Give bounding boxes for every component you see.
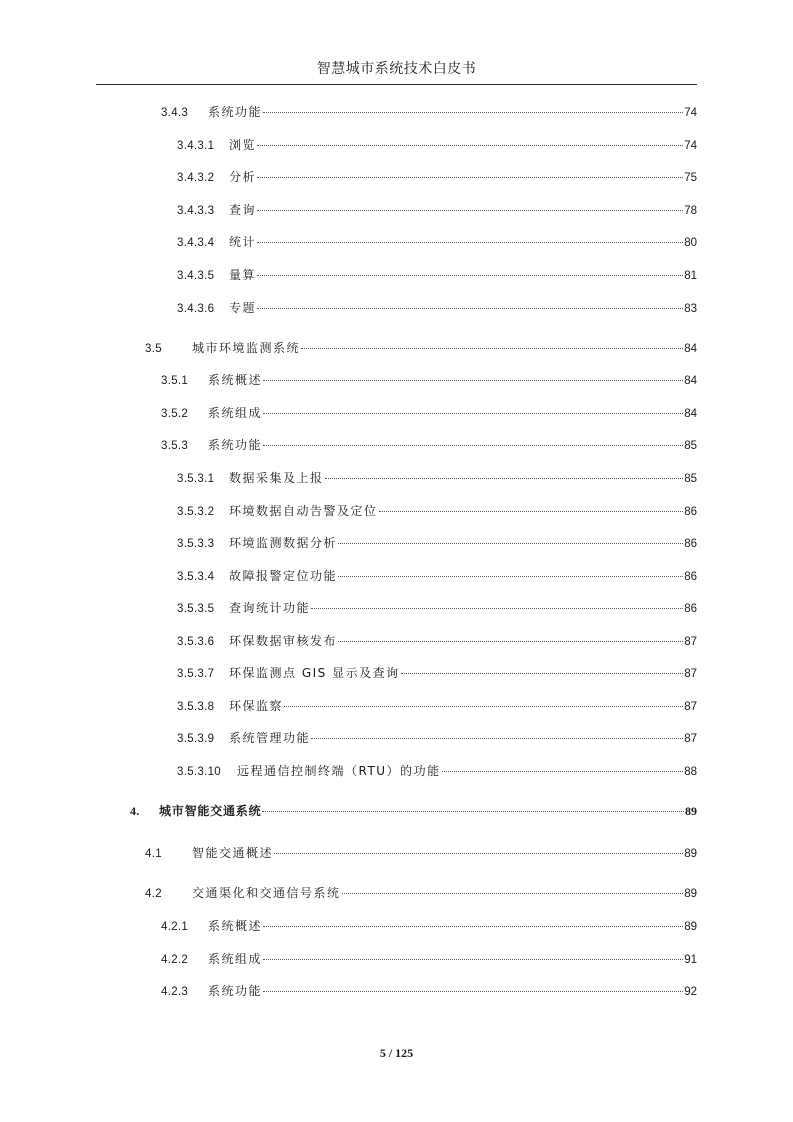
toc-dot-leader	[257, 275, 683, 276]
toc-entry-title: 浏览	[229, 138, 257, 152]
toc-entry-page: 87	[684, 733, 697, 745]
toc-dot-leader	[401, 673, 684, 674]
toc-entry[interactable]	[177, 632, 697, 650]
toc-entry[interactable]	[177, 664, 697, 682]
toc-entry-number: 3.5.3.3	[177, 538, 215, 550]
toc-entry-number: 4.2.1	[161, 921, 189, 933]
toc-entry-page: 78	[684, 205, 697, 217]
toc-entry-title: 系统功能	[208, 438, 263, 452]
toc-entry-title: 环保监测点 GIS 显示及查询	[229, 666, 400, 680]
toc-entry-page: 84	[684, 408, 697, 420]
toc-entry-page: 89	[684, 888, 697, 900]
toc-entry-title: 远程通信控制终端（RTU）的功能	[237, 764, 441, 778]
toc-entry-page: 89	[685, 804, 697, 818]
toc-entry-page: 81	[684, 270, 697, 282]
toc-dot-leader	[263, 112, 683, 113]
toc-entry-number: 3.5.3.5	[177, 603, 215, 615]
toc-entry-page: 89	[684, 848, 697, 860]
toc-entry-page: 84	[684, 375, 697, 387]
toc-entry-page: 80	[684, 237, 697, 249]
toc-entry-number: 3.5.2	[161, 408, 189, 420]
toc-entry-page: 83	[684, 303, 697, 315]
toc-entry-page: 87	[684, 701, 697, 713]
toc-dot-leader	[325, 478, 684, 479]
toc-entry[interactable]	[177, 567, 697, 585]
toc-entry-number: 3.5.3.4	[177, 571, 215, 583]
toc-entry-title: 系统功能	[208, 984, 263, 998]
toc-entry-number: 4.2.2	[161, 954, 189, 966]
toc-entry[interactable]	[177, 469, 697, 487]
toc-entry[interactable]	[145, 844, 697, 862]
toc-dot-leader	[263, 959, 683, 960]
toc-entry-page: 74	[684, 107, 697, 119]
toc-entry-title: 环保监察	[229, 699, 284, 713]
toc-dot-leader	[257, 177, 683, 178]
toc-entry[interactable]	[161, 917, 697, 935]
toc-entry-number: 4.2	[145, 888, 162, 900]
toc-entry-number: 3.5.3.9	[177, 733, 215, 745]
toc-dot-leader	[284, 706, 683, 707]
toc-entry-title: 智能交通概述	[192, 846, 274, 860]
toc-entry-title: 交通渠化和交通信号系统	[192, 886, 341, 900]
toc-dot-leader	[342, 893, 684, 894]
toc-entry-number: 3.5.3.1	[177, 473, 215, 485]
toc-dot-leader	[263, 445, 683, 446]
toc-dot-leader	[338, 543, 683, 544]
toc-entry-page: 86	[684, 506, 697, 518]
toc-entry-number: 4.	[130, 804, 140, 818]
toc-entry-page: 88	[684, 766, 697, 778]
toc-dot-leader	[263, 926, 683, 927]
toc-entry-title: 系统功能	[208, 105, 263, 119]
toc-entry-number: 3.5.3.7	[177, 668, 215, 680]
toc-entry-number: 3.4.3.1	[177, 140, 215, 152]
toc-entry-title: 统计	[229, 235, 257, 249]
toc-entry-title: 环保数据审核发布	[229, 634, 338, 648]
toc-dot-leader	[311, 608, 683, 609]
page-number: 5 / 125	[379, 1046, 414, 1060]
toc-entry-number: 3.4.3.6	[177, 303, 215, 315]
toc-entry[interactable]	[177, 502, 697, 520]
toc-dot-leader	[338, 641, 683, 642]
toc-entry[interactable]	[177, 201, 697, 219]
toc-entry[interactable]	[145, 884, 697, 902]
toc-entry-page: 91	[684, 954, 697, 966]
toc-entry[interactable]	[161, 103, 697, 121]
toc-dot-leader	[301, 348, 683, 349]
toc-entry[interactable]	[161, 371, 697, 389]
toc-entry-number: 3.5.1	[161, 375, 189, 387]
toc-entry[interactable]	[145, 339, 697, 357]
toc-entry[interactable]	[161, 436, 697, 454]
toc-entry-number: 3.5.3.10	[177, 766, 221, 778]
toc-entry-number: 3.5.3	[161, 440, 189, 452]
toc-entry-title: 城市智能交通系统	[159, 804, 262, 818]
toc-entry[interactable]	[161, 404, 697, 422]
toc-entry-page: 87	[684, 668, 697, 680]
toc-entry-page: 85	[684, 473, 697, 485]
toc-entry-number: 3.4.3	[161, 107, 189, 119]
toc-entry-title: 专题	[229, 301, 257, 315]
toc-dot-leader	[338, 576, 683, 577]
toc-entry-page: 86	[684, 571, 697, 583]
toc-entry-title: 系统组成	[208, 406, 263, 420]
toc-entry[interactable]	[161, 982, 697, 1000]
toc-dot-leader	[442, 771, 684, 772]
toc-entry-title: 系统概述	[208, 373, 263, 387]
toc-entry[interactable]	[177, 697, 697, 715]
toc-entry-page: 87	[684, 636, 697, 648]
toc-dot-leader	[257, 308, 683, 309]
toc-entry-number: 3.4.3.5	[177, 270, 215, 282]
toc-dot-leader	[257, 210, 683, 211]
toc-entry-page: 86	[684, 538, 697, 550]
toc-entry-title: 数据采集及上报	[229, 471, 324, 485]
toc-entry-number: 4.2.3	[161, 986, 189, 998]
toc-entry[interactable]	[177, 534, 697, 552]
toc-entry-title: 城市环境监测系统	[192, 341, 301, 355]
toc-dot-leader	[379, 511, 684, 512]
toc-entry-title: 环境监测数据分析	[229, 536, 338, 550]
toc-entry-page: 85	[684, 440, 697, 452]
toc-dot-leader	[257, 242, 683, 243]
toc-dot-leader	[262, 811, 684, 812]
toc-dot-leader	[263, 380, 683, 381]
toc-entry-title: 系统管理功能	[229, 731, 311, 745]
toc-entry-title: 系统组成	[208, 952, 263, 966]
toc-dot-leader	[263, 991, 683, 992]
toc-entry-number: 3.5.3.6	[177, 636, 215, 648]
toc-dot-leader	[274, 853, 683, 854]
toc-entry-title: 量算	[229, 268, 257, 282]
toc-entry-page: 89	[684, 921, 697, 933]
toc-entry-page: 75	[684, 172, 697, 184]
toc-entry-number: 3.5.3.2	[177, 506, 215, 518]
toc-entry-title: 查询统计功能	[229, 601, 311, 615]
toc-entry[interactable]	[161, 950, 697, 968]
toc-entry-number: 3.5.3.8	[177, 701, 215, 713]
toc-entry-title: 查询	[229, 203, 257, 217]
toc-dot-leader	[257, 145, 683, 146]
toc-entry-page: 92	[684, 986, 697, 998]
toc-entry-title: 分析	[229, 170, 257, 184]
toc-dot-leader	[311, 738, 683, 739]
toc-entry[interactable]	[130, 802, 697, 820]
toc-entry-number: 3.4.3.3	[177, 205, 215, 217]
toc-entry[interactable]	[177, 729, 697, 747]
toc-dot-leader	[263, 413, 683, 414]
toc-entry[interactable]	[177, 168, 697, 186]
toc-entry-number: 3.4.3.4	[177, 237, 215, 249]
toc-entry[interactable]	[177, 266, 697, 284]
toc-entry-number: 3.5	[145, 343, 162, 355]
toc-entry-title: 故障报警定位功能	[229, 569, 338, 583]
toc-entry-title: 环境数据自动告警及定位	[229, 504, 378, 518]
toc-entry[interactable]	[177, 599, 697, 617]
toc-entry-number: 4.1	[145, 848, 162, 860]
toc-entry-page: 84	[684, 343, 697, 355]
toc-entry-page: 86	[684, 603, 697, 615]
document-title: 智慧城市系统技术白皮书	[316, 61, 477, 77]
toc-entry[interactable]	[177, 299, 697, 317]
toc-entry-title: 系统概述	[208, 919, 263, 933]
toc-entry-number: 3.4.3.2	[177, 172, 215, 184]
toc-entry[interactable]	[177, 136, 697, 154]
toc-entry[interactable]	[177, 233, 697, 251]
toc-entry[interactable]	[177, 762, 697, 780]
toc-entry-page: 74	[684, 140, 697, 152]
